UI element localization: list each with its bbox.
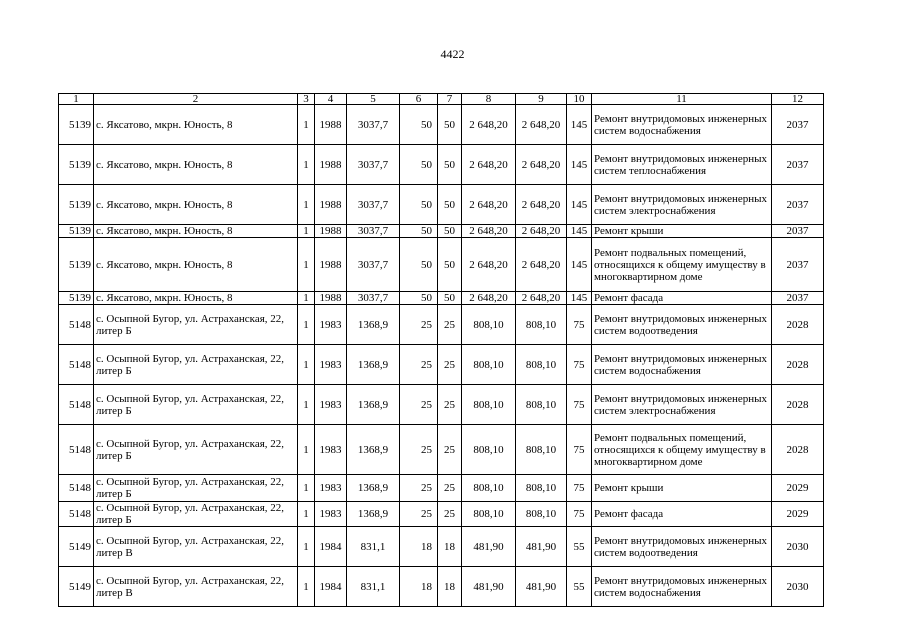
cell-address: с. Яксатово, мкрн. Юность, 8 <box>94 145 298 185</box>
cell-address: с. Яксатово, мкрн. Юность, 8 <box>94 185 298 225</box>
cell-col-7-value: 25 <box>438 345 462 385</box>
cell-col-8-value: 2 648,20 <box>462 145 516 185</box>
cell-work-type: Ремонт внутридомовых инженерных систем электроснабжения <box>592 385 772 425</box>
column-header-6: 6 <box>400 94 438 105</box>
cell-col-6-value: 25 <box>400 385 438 425</box>
cell-address: с. Осыпной Бугор, ул. Астраханская, 22, литер Б <box>94 305 298 345</box>
cell-col-3-value: 1 <box>298 475 315 502</box>
cell-planned-year: 2030 <box>772 527 824 567</box>
cell-col-3-value: 1 <box>298 425 315 475</box>
table-row <box>59 425 824 475</box>
cell-col-9-value: 481,90 <box>516 527 567 567</box>
cell-year: 1984 <box>315 527 347 567</box>
cell-col-3-value: 1 <box>298 305 315 345</box>
cell-year: 1988 <box>315 292 347 305</box>
cell-planned-year: 2037 <box>772 238 824 292</box>
cell-planned-year: 2028 <box>772 425 824 475</box>
cell-col-10-value: 75 <box>567 385 592 425</box>
cell-record-number: 5148 <box>59 385 94 425</box>
cell-col-7-value: 50 <box>438 238 462 292</box>
column-header-10: 10 <box>567 94 592 105</box>
cell-work-type: Ремонт внутридомовых инженерных систем водоснабжения <box>592 567 772 607</box>
cell-col-7-value: 25 <box>438 425 462 475</box>
cell-address: с. Яксатово, мкрн. Юность, 8 <box>94 225 298 238</box>
cell-col-3-value: 1 <box>298 225 315 238</box>
cell-col-6-value: 25 <box>400 502 438 527</box>
table-row <box>59 345 824 385</box>
cell-col-10-value: 75 <box>567 502 592 527</box>
cell-work-type: Ремонт крыши <box>592 475 772 502</box>
cell-col-8-value: 808,10 <box>462 305 516 345</box>
cell-col-6-value: 25 <box>400 345 438 385</box>
cell-col-7-value: 50 <box>438 145 462 185</box>
cell-col-8-value: 808,10 <box>462 502 516 527</box>
cell-area: 3037,7 <box>347 238 400 292</box>
cell-planned-year: 2029 <box>772 475 824 502</box>
cell-record-number: 5139 <box>59 145 94 185</box>
cell-record-number: 5139 <box>59 105 94 145</box>
cell-col-3-value: 1 <box>298 345 315 385</box>
cell-work-type: Ремонт крыши <box>592 225 772 238</box>
table-row <box>59 292 824 305</box>
cell-col-10-value: 75 <box>567 425 592 475</box>
works-table <box>58 93 824 607</box>
cell-record-number: 5149 <box>59 567 94 607</box>
cell-col-9-value: 2 648,20 <box>516 238 567 292</box>
cell-year: 1983 <box>315 425 347 475</box>
cell-area: 1368,9 <box>347 502 400 527</box>
cell-col-9-value: 2 648,20 <box>516 225 567 238</box>
cell-year: 1983 <box>315 305 347 345</box>
column-header-4: 4 <box>315 94 347 105</box>
cell-area: 1368,9 <box>347 385 400 425</box>
column-header-1: 1 <box>59 94 94 105</box>
cell-area: 1368,9 <box>347 305 400 345</box>
cell-col-10-value: 75 <box>567 305 592 345</box>
header-row <box>59 94 824 105</box>
cell-planned-year: 2037 <box>772 145 824 185</box>
cell-col-10-value: 145 <box>567 238 592 292</box>
cell-address: с. Осыпной Бугор, ул. Астраханская, 22, литер Б <box>94 502 298 527</box>
cell-address: с. Осыпной Бугор, ул. Астраханская, 22, литер В <box>94 567 298 607</box>
cell-record-number: 5149 <box>59 527 94 567</box>
cell-planned-year: 2030 <box>772 567 824 607</box>
cell-planned-year: 2037 <box>772 105 824 145</box>
cell-year: 1983 <box>315 345 347 385</box>
column-header-11: 11 <box>592 94 772 105</box>
cell-year: 1983 <box>315 502 347 527</box>
cell-planned-year: 2037 <box>772 225 824 238</box>
cell-col-7-value: 50 <box>438 292 462 305</box>
cell-col-3-value: 1 <box>298 385 315 425</box>
cell-address: с. Яксатово, мкрн. Юность, 8 <box>94 292 298 305</box>
cell-col-6-value: 50 <box>400 225 438 238</box>
cell-col-10-value: 145 <box>567 225 592 238</box>
cell-col-6-value: 25 <box>400 305 438 345</box>
cell-col-9-value: 808,10 <box>516 305 567 345</box>
cell-col-6-value: 50 <box>400 145 438 185</box>
table-row <box>59 185 824 225</box>
cell-col-3-value: 1 <box>298 145 315 185</box>
cell-col-8-value: 808,10 <box>462 475 516 502</box>
cell-area: 3037,7 <box>347 105 400 145</box>
table-row <box>59 238 824 292</box>
column-header-7: 7 <box>438 94 462 105</box>
table-row <box>59 385 824 425</box>
cell-area: 3037,7 <box>347 145 400 185</box>
cell-year: 1984 <box>315 567 347 607</box>
cell-work-type: Ремонт внутридомовых инженерных систем водоотведения <box>592 527 772 567</box>
cell-col-7-value: 25 <box>438 305 462 345</box>
cell-col-7-value: 18 <box>438 527 462 567</box>
cell-record-number: 5148 <box>59 502 94 527</box>
table-row <box>59 225 824 238</box>
cell-col-9-value: 808,10 <box>516 345 567 385</box>
cell-work-type: Ремонт фасада <box>592 292 772 305</box>
cell-col-8-value: 2 648,20 <box>462 185 516 225</box>
cell-col-9-value: 2 648,20 <box>516 145 567 185</box>
cell-col-3-value: 1 <box>298 105 315 145</box>
cell-address: с. Осыпной Бугор, ул. Астраханская, 22, литер Б <box>94 475 298 502</box>
cell-col-9-value: 808,10 <box>516 475 567 502</box>
cell-col-7-value: 18 <box>438 567 462 607</box>
cell-area: 3037,7 <box>347 225 400 238</box>
cell-planned-year: 2037 <box>772 292 824 305</box>
cell-col-6-value: 50 <box>400 105 438 145</box>
cell-col-10-value: 75 <box>567 345 592 385</box>
column-header-2: 2 <box>94 94 298 105</box>
cell-col-8-value: 808,10 <box>462 385 516 425</box>
cell-planned-year: 2028 <box>772 345 824 385</box>
cell-col-3-value: 1 <box>298 185 315 225</box>
cell-year: 1988 <box>315 238 347 292</box>
cell-area: 3037,7 <box>347 185 400 225</box>
cell-col-8-value: 808,10 <box>462 345 516 385</box>
cell-area: 1368,9 <box>347 475 400 502</box>
table-header <box>59 94 824 105</box>
cell-planned-year: 2028 <box>772 385 824 425</box>
cell-col-10-value: 145 <box>567 292 592 305</box>
cell-col-6-value: 50 <box>400 292 438 305</box>
cell-work-type: Ремонт подвальных помещений, относящихся к общему имуществу в многоквартирном доме <box>592 238 772 292</box>
column-header-8: 8 <box>462 94 516 105</box>
column-header-9: 9 <box>516 94 567 105</box>
cell-area: 831,1 <box>347 527 400 567</box>
page-number: 4422 <box>440 47 465 61</box>
cell-work-type: Ремонт фасада <box>592 502 772 527</box>
cell-col-6-value: 18 <box>400 567 438 607</box>
cell-col-8-value: 481,90 <box>462 567 516 607</box>
cell-col-3-value: 1 <box>298 238 315 292</box>
table-row <box>59 105 824 145</box>
cell-col-7-value: 25 <box>438 502 462 527</box>
column-header-12: 12 <box>772 94 824 105</box>
cell-col-3-value: 1 <box>298 502 315 527</box>
cell-record-number: 5148 <box>59 475 94 502</box>
cell-col-7-value: 25 <box>438 475 462 502</box>
cell-col-10-value: 145 <box>567 145 592 185</box>
cell-col-9-value: 481,90 <box>516 567 567 607</box>
cell-address: с. Яксатово, мкрн. Юность, 8 <box>94 105 298 145</box>
cell-area: 1368,9 <box>347 345 400 385</box>
table-row <box>59 502 824 527</box>
table-row <box>59 305 824 345</box>
table-row <box>59 475 824 502</box>
cell-work-type: Ремонт внутридомовых инженерных систем водоснабжения <box>592 105 772 145</box>
cell-address: с. Осыпной Бугор, ул. Астраханская, 22, литер Б <box>94 425 298 475</box>
cell-col-8-value: 481,90 <box>462 527 516 567</box>
cell-record-number: 5139 <box>59 185 94 225</box>
table-body <box>59 105 824 607</box>
cell-year: 1988 <box>315 225 347 238</box>
cell-year: 1988 <box>315 105 347 145</box>
cell-col-8-value: 808,10 <box>462 425 516 475</box>
cell-col-9-value: 2 648,20 <box>516 292 567 305</box>
cell-record-number: 5139 <box>59 238 94 292</box>
cell-col-9-value: 2 648,20 <box>516 185 567 225</box>
cell-work-type: Ремонт внутридомовых инженерных систем электроснабжения <box>592 185 772 225</box>
cell-work-type: Ремонт внутридомовых инженерных систем водоотведения <box>592 305 772 345</box>
cell-col-9-value: 808,10 <box>516 385 567 425</box>
cell-record-number: 5139 <box>59 292 94 305</box>
cell-record-number: 5148 <box>59 345 94 385</box>
cell-col-3-value: 1 <box>298 567 315 607</box>
cell-col-9-value: 808,10 <box>516 425 567 475</box>
cell-work-type: Ремонт внутридомовых инженерных систем водоснабжения <box>592 345 772 385</box>
column-header-5: 5 <box>347 94 400 105</box>
table-row <box>59 145 824 185</box>
cell-planned-year: 2029 <box>772 502 824 527</box>
cell-work-type: Ремонт подвальных помещений, относящихся к общему имуществу в многоквартирном доме <box>592 425 772 475</box>
cell-col-10-value: 75 <box>567 475 592 502</box>
cell-col-9-value: 2 648,20 <box>516 105 567 145</box>
cell-planned-year: 2037 <box>772 185 824 225</box>
table-row <box>59 527 824 567</box>
cell-col-6-value: 25 <box>400 425 438 475</box>
cell-work-type: Ремонт внутридомовых инженерных систем теплоснабжения <box>592 145 772 185</box>
cell-col-7-value: 25 <box>438 385 462 425</box>
cell-col-6-value: 18 <box>400 527 438 567</box>
cell-address: с. Осыпной Бугор, ул. Астраханская, 22, литер Б <box>94 345 298 385</box>
cell-record-number: 5139 <box>59 225 94 238</box>
cell-col-6-value: 50 <box>400 238 438 292</box>
table-row <box>59 567 824 607</box>
cell-year: 1983 <box>315 385 347 425</box>
cell-col-9-value: 808,10 <box>516 502 567 527</box>
cell-year: 1988 <box>315 145 347 185</box>
cell-col-7-value: 50 <box>438 105 462 145</box>
cell-col-8-value: 2 648,20 <box>462 292 516 305</box>
cell-col-3-value: 1 <box>298 527 315 567</box>
cell-year: 1988 <box>315 185 347 225</box>
cell-col-7-value: 50 <box>438 225 462 238</box>
cell-record-number: 5148 <box>59 305 94 345</box>
cell-col-7-value: 50 <box>438 185 462 225</box>
cell-address: с. Осыпной Бугор, ул. Астраханская, 22, литер В <box>94 527 298 567</box>
cell-address: с. Яксатово, мкрн. Юность, 8 <box>94 238 298 292</box>
cell-planned-year: 2028 <box>772 305 824 345</box>
column-header-3: 3 <box>298 94 315 105</box>
cell-col-8-value: 2 648,20 <box>462 105 516 145</box>
cell-col-8-value: 2 648,20 <box>462 238 516 292</box>
cell-area: 831,1 <box>347 567 400 607</box>
cell-col-10-value: 145 <box>567 105 592 145</box>
cell-col-10-value: 55 <box>567 567 592 607</box>
cell-col-10-value: 55 <box>567 527 592 567</box>
cell-col-8-value: 2 648,20 <box>462 225 516 238</box>
cell-address: с. Осыпной Бугор, ул. Астраханская, 22, литер Б <box>94 385 298 425</box>
cell-area: 1368,9 <box>347 425 400 475</box>
cell-area: 3037,7 <box>347 292 400 305</box>
cell-col-3-value: 1 <box>298 292 315 305</box>
cell-col-6-value: 25 <box>400 475 438 502</box>
cell-record-number: 5148 <box>59 425 94 475</box>
cell-col-6-value: 50 <box>400 185 438 225</box>
cell-col-10-value: 145 <box>567 185 592 225</box>
cell-year: 1983 <box>315 475 347 502</box>
